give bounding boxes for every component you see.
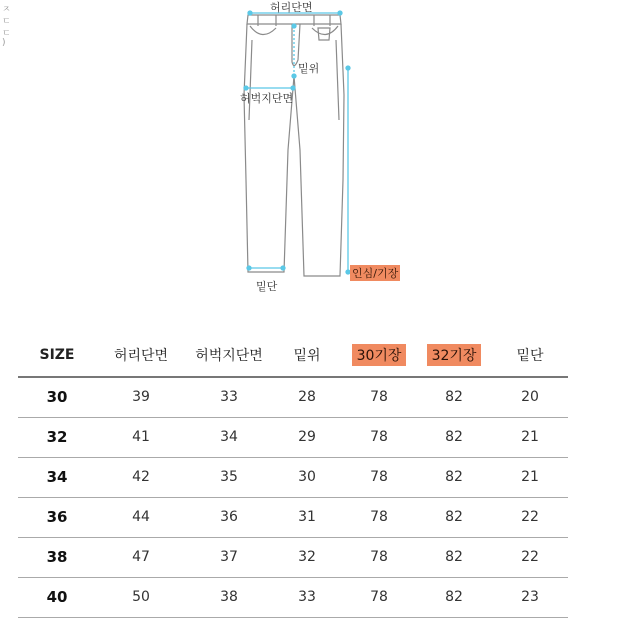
edge-mark-1: ㅈ (2, 5, 11, 15)
hem-cell: 21 (521, 429, 539, 445)
size-cell: 34 (46, 468, 68, 486)
size-cell: 38 (46, 548, 68, 566)
waist-cell: 42 (132, 469, 150, 485)
length-30-cell: 78 (370, 509, 388, 525)
thigh-cell: 38 (220, 589, 238, 605)
rise-cell: 31 (298, 509, 316, 525)
waist-cell: 44 (132, 509, 150, 525)
hem-cell: 21 (521, 469, 539, 485)
size-table-body (18, 377, 568, 617)
length-32-cell: 82 (445, 549, 463, 565)
thigh-cell: 33 (220, 389, 238, 406)
hem-cell: 23 (521, 589, 539, 605)
header-length-30-label: 30기장 (352, 344, 407, 366)
hem-cell: 20 (521, 389, 539, 406)
length-32-cell: 82 (445, 389, 463, 406)
label-thigh: 허벅지단면 (240, 92, 294, 105)
measurement-guides (244, 11, 350, 274)
length-30-cell: 78 (370, 549, 388, 565)
length-30-cell: 78 (370, 429, 388, 445)
header-length-32 (416, 334, 492, 377)
size-cell: 36 (46, 508, 68, 526)
waist-cell: 47 (132, 549, 150, 565)
label-rise: 밑위 (298, 62, 320, 75)
table-row (18, 537, 568, 577)
waist-cell: 39 (132, 389, 150, 406)
size-cell: 40 (46, 588, 68, 606)
length-30-cell: 78 (370, 469, 388, 485)
thigh-cell: 37 (220, 549, 238, 565)
header-row (18, 334, 568, 377)
table-row (18, 377, 568, 417)
length-30-cell: 78 (370, 389, 388, 406)
length-32-cell: 82 (445, 429, 463, 445)
rise-cell: 30 (298, 469, 316, 485)
label-inseam: 인심/기장 (352, 267, 399, 280)
edge-mark-4: ) (2, 38, 6, 48)
table-row (18, 577, 568, 617)
length-32-cell: 82 (445, 509, 463, 525)
length-32-cell: 82 (445, 469, 463, 485)
rise-cell: 33 (298, 589, 316, 605)
size-cell: 30 (46, 388, 68, 407)
hem-cell: 22 (521, 549, 539, 565)
rise-cell: 28 (298, 389, 316, 406)
size-cell: 32 (46, 428, 68, 446)
header-length-30 (342, 334, 416, 377)
edge-mark-2: ㄷ (2, 17, 11, 27)
hem-cell: 22 (521, 509, 539, 525)
rise-cell: 32 (298, 549, 316, 565)
size-table (18, 334, 568, 618)
length-32-cell: 82 (445, 589, 463, 605)
length-30-cell: 78 (370, 589, 388, 605)
edge-mark-3: ㄷ (2, 29, 11, 39)
waist-cell: 50 (132, 589, 150, 605)
header-rise: 밑위 (293, 348, 321, 364)
label-waist: 허리단면 (270, 1, 313, 14)
rise-cell: 29 (298, 429, 316, 445)
table-row (18, 497, 568, 537)
waist-cell: 41 (132, 429, 150, 445)
table-row (18, 457, 568, 497)
thigh-cell: 35 (220, 469, 238, 485)
header-hem: 밑단 (516, 348, 544, 364)
thigh-cell: 34 (220, 429, 238, 445)
header-length-32-label: 32기장 (427, 344, 482, 366)
label-hem: 밑단 (256, 280, 278, 293)
thigh-cell: 36 (220, 509, 238, 525)
table-row (18, 417, 568, 457)
size-table-header (18, 334, 568, 377)
header-thigh: 허벅지단면 (195, 348, 263, 364)
header-size: SIZE (39, 347, 75, 363)
header-waist: 허리단면 (113, 348, 169, 364)
